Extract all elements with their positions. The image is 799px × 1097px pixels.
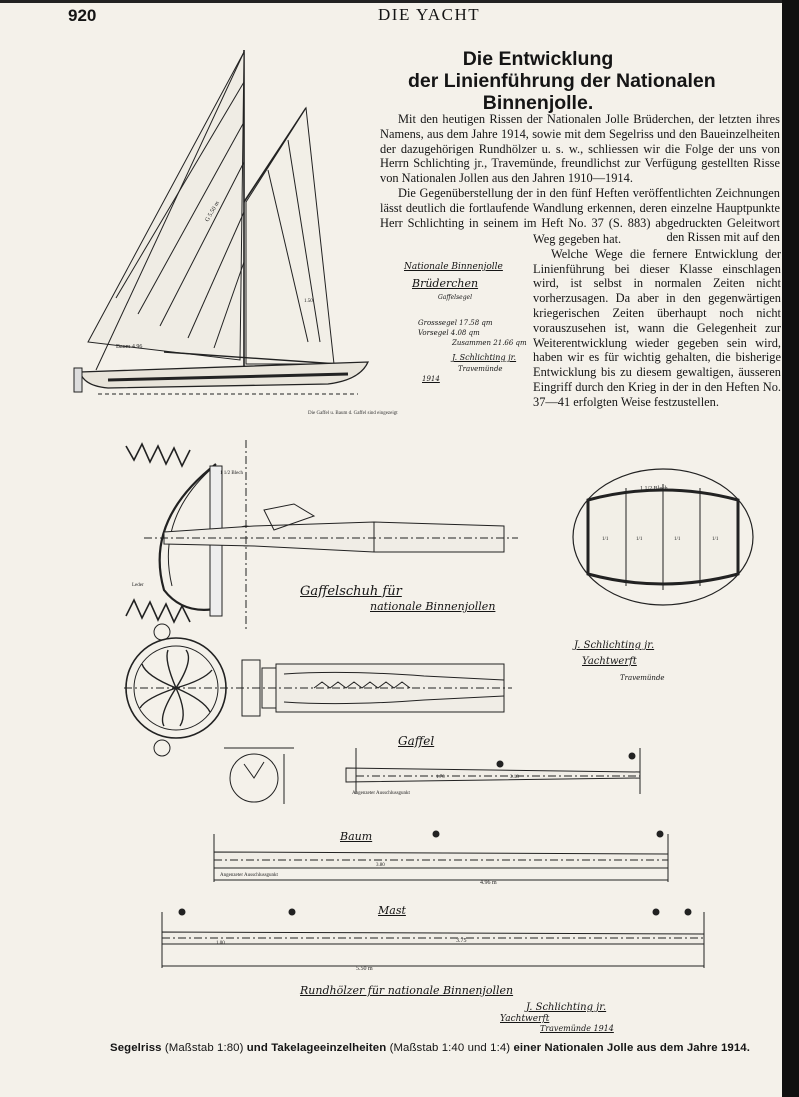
section-label: 1/1 xyxy=(602,537,609,542)
dim-label: 3.80 xyxy=(376,863,385,868)
section-label: 1/1 xyxy=(636,537,643,542)
dim-label: 1.00 xyxy=(216,941,225,946)
bronze-label: 1 1/2 Blech xyxy=(640,486,668,492)
signature: J. Schlichting jr. xyxy=(452,353,517,362)
dim-label: 4.96 m xyxy=(480,880,497,886)
baum-spar-drawing xyxy=(200,822,680,886)
title-line: der Linienführung der Nationalen xyxy=(408,70,716,92)
running-head: DIE YACHT xyxy=(378,5,481,24)
svg-text:1.50: 1.50 xyxy=(304,299,313,304)
sail-footnote: Die Gaffel u. Baum d. Gaffel sind eingezeigt xyxy=(308,411,398,416)
sail-area-line: Zusammen 21.66 qm xyxy=(452,339,527,347)
small-section-drawing xyxy=(224,744,304,814)
section-label: 1/1 xyxy=(674,537,681,542)
sub-label: Gaffelsegel xyxy=(438,294,473,301)
paragraph: Welche Wege die fernere Entwicklung der Linienführung bei dieser Klasse einschlagen wird, ist selbst in normalen Zeiten nicht vorherzusagen. Da aber in den gegenwärtigen kriegerischen Zeiten überhaupt noch nicht vorauszusehen ist, wann die Gelegenheit zur Weiterentwicklung wieder gegeben sein wird, haben wir es für wichtig gehalten, die bisherige Entwicklung bis zu diesem gewaltigen, äusseren Eingriff durch den Krieg in der in den Heften No. 37—41 erfolgten Weise festzustellen. xyxy=(533,246,781,409)
figure-caption xyxy=(100,1042,760,1054)
caption-part: (Maßstab 1:40 und 1:4) xyxy=(389,1042,511,1054)
article-body-bottom xyxy=(533,232,781,410)
title-line: Binnenjolle. xyxy=(482,92,594,114)
spar-note: Angenzeter Ausschlussgunkt xyxy=(220,873,278,878)
dim-label: 1.70 xyxy=(436,775,445,780)
leather-label: Leder xyxy=(132,583,144,588)
caption-part: Segelriss xyxy=(110,1042,162,1054)
dim-label: 3.18 xyxy=(510,775,519,780)
sail-area-line: Vorsegel 4.08 qm xyxy=(418,329,480,337)
gaffel-label: Gaffel xyxy=(398,734,435,748)
sail-plan-drawing xyxy=(68,42,468,422)
svg-text:G 5.50 m: G 5.50 m xyxy=(204,200,221,223)
caption-part: und Takelageeinzelheiten xyxy=(246,1042,387,1054)
gaffel-spar-drawing xyxy=(340,734,670,798)
boat-name: Brüderchen xyxy=(412,277,479,290)
dim-label: 3.75 xyxy=(456,938,467,944)
paragraph: Mit den heutigen Rissen der Nationalen Jolle Brüderchen, der letzten ihres Namens, aus dem Jahre 1914, sowie mit dem Segelriss und den Baueinzelheiten der dazugehörigen Rundhölzer u. s. w., schliessen wir die Folge der uns von Herrn Schlichting jr., Travemünde, freundlichst zur Verfügung gestellten Risse von Nationalen Jollen aus den Jahren 1910—1914. xyxy=(380,112,780,186)
section-label: 1/1 xyxy=(712,537,719,542)
spar-note: Angenzeter Ausschlussgunkt xyxy=(352,791,410,796)
plate-label: 1 1/2 Blech xyxy=(220,471,244,476)
paragraph: Weg gegeben hat. xyxy=(533,232,622,246)
page-binding-edge xyxy=(782,0,799,1097)
mast-label: Mast xyxy=(378,904,406,917)
paragraph: Die Gegenüberstellung der in den fünf Heften veröffentlichten Zeichnungen lässt deutlich die fortlaufende Wandlung erkennen, deren einzelne Hauptpunkte Herr Schlichting in seinem im Heft No. 37 (S. 883) abgedruckten Geleitwort den Rissen mit auf den xyxy=(380,185,780,245)
title-line: Die Entwicklung xyxy=(462,48,614,70)
caption-part: einer Nationalen Jolle aus dem Jahre 1914. xyxy=(513,1042,750,1054)
class-label: Nationale Binnenjolle xyxy=(404,262,503,272)
place: Travemünde xyxy=(458,365,503,373)
sail-area-line: Grosssegel 17.58 qm xyxy=(418,319,493,327)
page-number: 920 xyxy=(68,6,97,25)
baum-label: Baum xyxy=(340,830,373,843)
page-top-edge xyxy=(0,0,799,3)
year: 1914 xyxy=(422,375,440,383)
mast-spar-drawing xyxy=(156,898,746,978)
cross-section-oval xyxy=(566,462,760,612)
dim-label: 5.50 m xyxy=(356,966,373,972)
caption-part: (Maßstab 1:80) xyxy=(164,1042,244,1054)
svg-text:Baum 4.96: Baum 4.96 xyxy=(116,344,143,350)
